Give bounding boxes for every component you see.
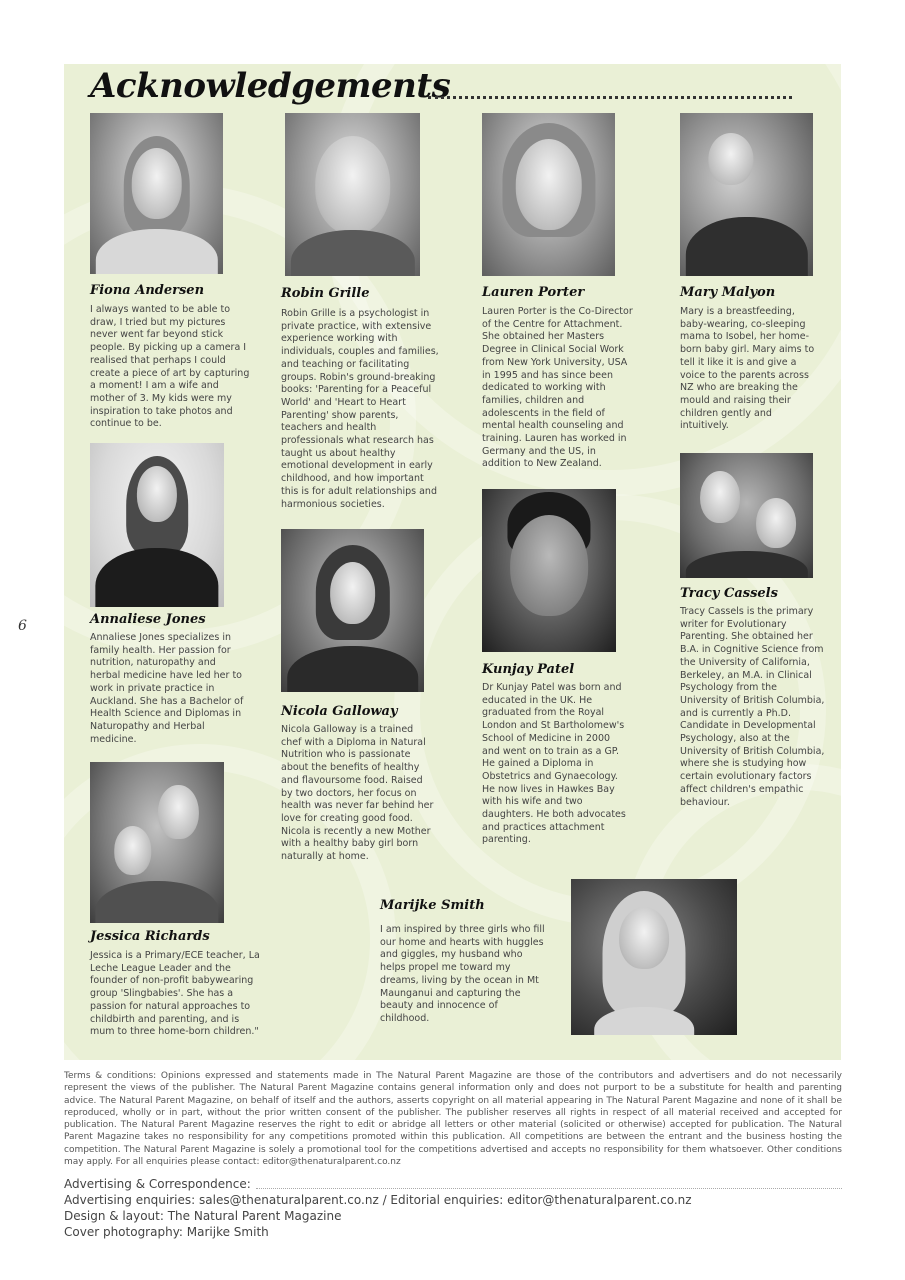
portrait-body — [95, 548, 218, 607]
portrait-body — [685, 217, 807, 276]
enquiries-line: Advertising enquiries: sales@thenaturalparent.co.nz / Editorial enquiries: editor@thenaturalparent.co.nz — [64, 1193, 692, 1207]
portrait-tracy-cassels — [680, 453, 813, 578]
portrait-body — [95, 229, 217, 274]
contact-dotted-rule — [256, 1188, 842, 1189]
portrait-body — [594, 1007, 694, 1035]
portrait-face — [510, 515, 588, 616]
portrait-fiona-andersen — [90, 113, 223, 274]
page-number: 6 — [18, 618, 27, 634]
terms-and-conditions: Terms & conditions: Opinions expressed and statements made in The Natural Parent Magazine are those of the contributors and advertisers and do not necessarily represent the views of the publisher. The Natural Parent Magazine contains general information only and does not purport to be a substitute for health and parenting advice. The Natural Parent Magazine, on behalf of itself and the authors, asserts copyright on all material appearing in The Natural Parent Magazine and none of it shall be reproduced, wholly or in part, without the prior written consent of the publisher. The publisher reserves all rights in respect of all material received and accepted for publication. The Natural Parent Magazine reserves the right to edit or abridge all letters or other material (solicited or otherwise) accepted for publication. The Natural Parent Magazine takes no responsibility for any competitions promoted within this publication. All competitions are between the entrant and the business hosting the competition. The Natural Parent Magazine is solely a promotional tool for the competitions advertised and accepts no responsibility for them whatsoever. Other conditions may apply. For all enquiries please contact: editor@thenaturalparent.co.nz — [64, 1071, 842, 1168]
contributor-bio: Robin Grille is a psychologist in private practice, with extensive experience working with individuals, couples and families, and teaching or facilitating groups. Robin's ground-breaking books: 'Parenting for a Peaceful World' and 'Heart to Heart Parenting' show parents, teachers and health professionals what research has taught us about healthy emotional development in early childhood, and how important this is for adult relationships and harmonious societies. — [281, 308, 439, 510]
cover-credit: Cover photography: Marijke Smith — [64, 1225, 269, 1239]
design-credit: Design & layout: The Natural Parent Magazine — [64, 1209, 342, 1223]
contributor-bio: Mary is a breastfeeding, baby-wearing, co-sleeping mama to Isobel, her home-born baby girl. Mary aims to tell it like it is and give a voice to the parents across NZ who are breaking the mould and raising their children gently and intuitively. — [680, 306, 815, 432]
portrait-body — [290, 230, 414, 276]
portrait-face — [131, 148, 182, 219]
portrait-baby-face — [708, 133, 753, 185]
portrait-face — [619, 907, 669, 969]
contributor-name: Tracy Cassels — [680, 586, 778, 601]
advertising-heading: Advertising & Correspondence: — [64, 1177, 251, 1191]
contributor-bio: Lauren Porter is the Co-Director of the Centre for Attachment. She obtained her Masters Degree in Clinical Social Work from New York University, USA in 1995 and has since been dedicated to working with families, children and adolescents in the field of mental health counseling and training. Lauren has worked in Germany and the US, in addition to New Zealand. — [482, 306, 633, 470]
title-dotted-rule — [428, 96, 792, 99]
portrait-nicola-galloway — [281, 529, 424, 692]
portrait-annaliese-jones — [90, 443, 224, 607]
contributor-name: Marijke Smith — [380, 898, 485, 913]
contributor-bio: Nicola Galloway is a trained chef with a Diploma in Natural Nutrition who is passionate about the benefits of healthy and flavoursome food. Raised by two doctors, her focus on health was never far behind her love for creating good food. Nicola is recently a new Mother with a healthy baby girl born naturally at home. — [281, 724, 434, 863]
contributor-bio: Tracy Cassels is the primary writer for Evolutionary Parenting. She obtained her B.A. in Cognitive Science from the University of California, Berkeley, an M.A. in Clinical Psychology from the University of British Columbia, and is currently a Ph.D. Candidate in Developmental Psychology, also at the University of British Columbia, where she is studying how certain evolutionary factors affect children's empathic behaviour. — [680, 606, 825, 808]
portrait-marijke-smith — [571, 879, 737, 1035]
portrait-face — [137, 466, 177, 522]
contributor-bio: Dr Kunjay Patel was born and educated in the UK. He graduated from the Royal London and St Bartholomew's School of Medicine in 2000 and went on to train as a GP. He gained a Diploma in Obstetrics and Gynaecology. He now lives in Hawkes Bay with his wife and two daughters. He both advocates and practices attachment parenting. — [482, 682, 626, 846]
contributor-name: Mary Malyon — [680, 285, 776, 300]
page-title: Acknowledgements — [90, 66, 451, 106]
portrait-face — [700, 471, 740, 524]
contributor-name: Lauren Porter — [482, 285, 585, 300]
contributor-bio: I am inspired by three girls who fill our home and hearts with huggles and giggles, my husband who helps propel me toward my dreams, living by the ocean in Mt Maunganui and capturing the beauty and innocence of childhood. — [380, 924, 545, 1024]
portrait-mary-malyon — [680, 113, 813, 276]
portrait-jessica-richards — [90, 762, 224, 923]
portrait-lauren-porter — [482, 113, 615, 276]
portrait-body — [287, 646, 419, 692]
portrait-face — [515, 139, 582, 230]
contributor-name: Annaliese Jones — [90, 612, 206, 627]
contributor-bio: I always wanted to be able to draw, I tried but my pictures never went far beyond stick people. By picking up a camera I realised that perhaps I could create a piece of art by capturing a moment! I am a wife and mother of 3. My kids were my inspiration to take photos and continue to be. — [90, 304, 250, 430]
portrait-body — [95, 881, 218, 923]
contributor-name: Jessica Richards — [90, 929, 210, 944]
contributor-bio: Jessica is a Primary/ECE teacher, La Leche League Leader and the founder of non-profit babywearing group 'Slingbabies'. She has a passion for natural approaches to childbirth and parenting, and is mum to three home-born children." — [90, 950, 260, 1038]
contributor-name: Fiona Andersen — [90, 283, 205, 298]
contributor-name: Robin Grille — [281, 286, 370, 301]
portrait-face — [158, 785, 198, 840]
portrait-baby-face — [114, 826, 152, 874]
contributor-name: Nicola Galloway — [281, 704, 398, 719]
portrait-body — [685, 551, 807, 579]
portrait-kunjay-patel — [482, 489, 616, 652]
portrait-baby-face — [756, 498, 796, 548]
contributor-bio: Annaliese Jones specializes in family health. Her passion for nutrition, naturopathy and herbal medicine have led her to work in private practice in Auckland. She has a Bachelor of Health Science and Diplomas in Naturopathy and Herbal medicine. — [90, 632, 244, 745]
contributor-name: Kunjay Patel — [482, 662, 575, 677]
portrait-face — [330, 562, 376, 624]
portrait-face — [315, 136, 391, 234]
portrait-robin-grille — [285, 113, 420, 276]
